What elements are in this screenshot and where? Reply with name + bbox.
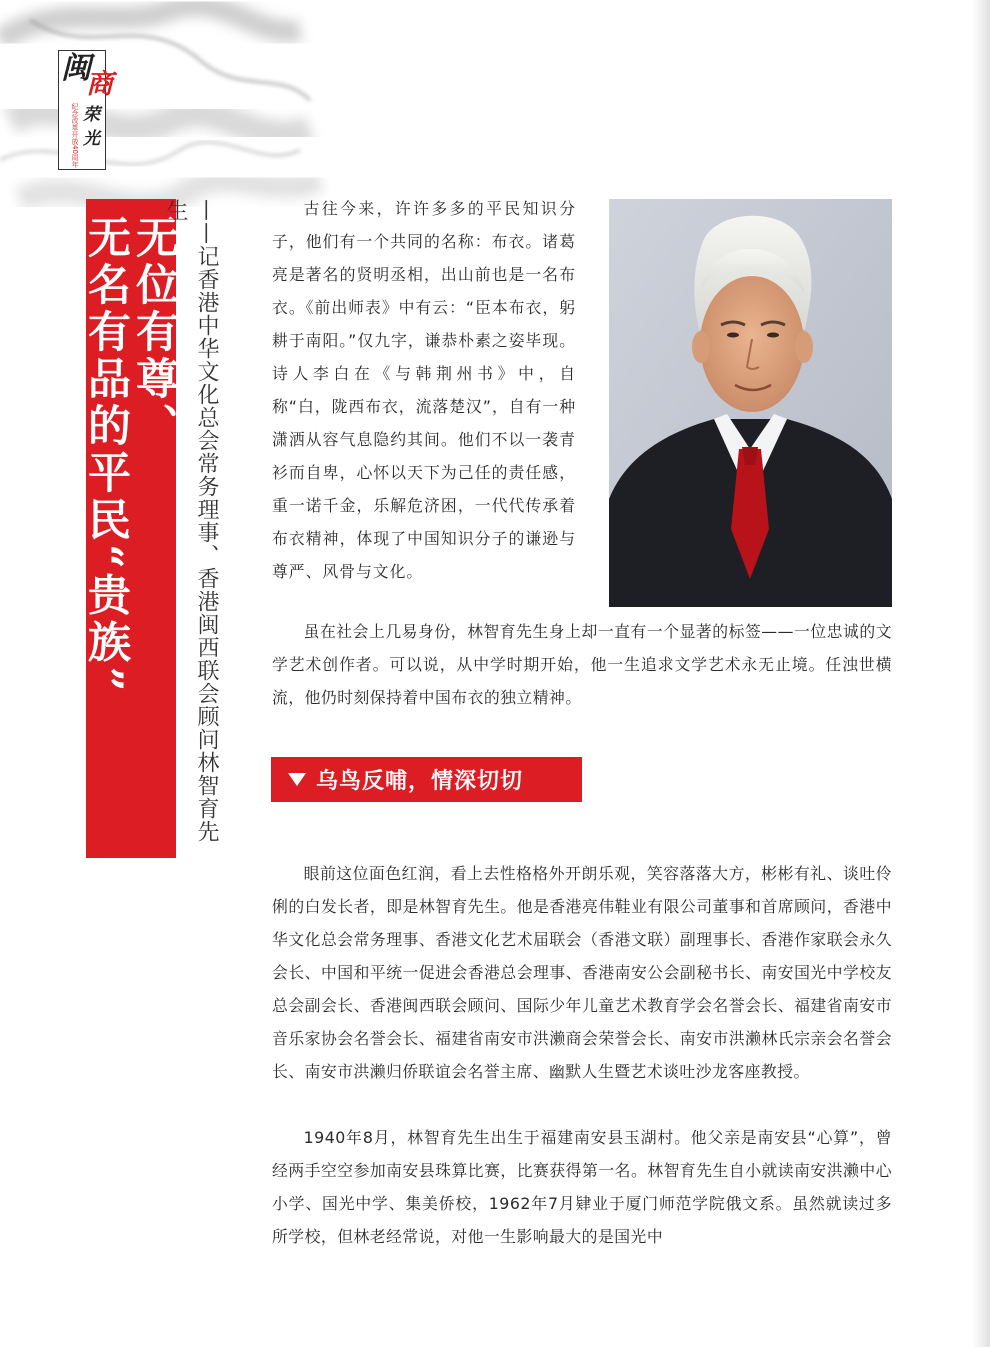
- triangle-down-icon: [288, 773, 306, 786]
- portrait-photo: [609, 199, 892, 607]
- titles-paragraph: 眼前这位面色红润，看上去性格格外开朗乐观，笑容落落大方，彬彬有礼、谈吐伶俐的白发长者，即是林智育先生。他是香港亮伟鞋业有限公司董事和首席顾问，香港中华文化总会常务理事、香港文化艺术届联会（香港文联）副理事长、香港作家联会永久会长、中国和平统一促进会香港总会理事、香港南安公会副秘书长、南安国光中学校友总会副会长、香港闽西联会顾问、国际少年儿童艺术教育学会名誉会长、福建省南安市音乐家协会名誉会长、福建省南安市洪濑商会荣誉会长、南安市洪濑林氏宗亲会名誉会长、南安市洪濑归侨联谊会名誉主席、幽默人生暨艺术谈吐沙龙客座教授。: [272, 864, 892, 1081]
- logo-anniversary-text: 纪念改革开放40周年: [71, 103, 79, 168]
- article-subtitle: ——记香港中华文化总会常务理事、香港闽西联会顾问林智育先生: [163, 199, 219, 843]
- logo-char-shang: 商: [86, 69, 113, 100]
- page-edge-shadow: [972, 0, 990, 1347]
- minshang-rongguang-logo: [58, 50, 113, 170]
- article-title: [81, 215, 179, 845]
- logo-char-min: 闽: [61, 51, 91, 86]
- section-title: 乌鸟反哺，情深切切: [316, 768, 524, 794]
- biography-paragraph: 1940年8月，林智育先生出生于福建南安县玉湖村。他父亲是南安县“心算”，曾经两手空空参加南安县珠算比赛，比赛获得第一名。林智育先生自小就读南安洪濑中心小学、国光中学、集美侨校，1962年7月肄业于厦门师范学院俄文系。虽然就读过多所学校，但林老经常说，对他一生影响最大的是国光中: [272, 1128, 892, 1246]
- logo-char-guang: 光: [83, 129, 100, 149]
- title-line-1: 无位有尊、: [129, 215, 179, 450]
- title-line-2: 无名有品的平民“贵族”: [81, 215, 131, 696]
- intro-paragraph: 古往今来，许许多多的平民知识分子，他们有一个共同的名称：布衣。诸葛亮是著名的贤明丞相，出山前也是一名布衣。《前出师表》中有云：“臣本布衣，躬耕于南阳。”仅九字，谦恭朴素之姿毕现。诗人李白在《与韩荆州书》中，自称“白，陇西布衣，流落楚汉”，自有一种潇洒从容气息隐约其间。他们不以一袭青衫而自卑，心怀以天下为己任的责任感，重一诺千金，乐解危济困，一代代传承着布衣精神，体现了中国知识分子的谦逊与尊严、风骨与文化。: [272, 199, 576, 581]
- identity-paragraph: 虽在社会上几易身份，林智育先生身上却一直有一个显著的标签——一位忠诚的文学艺术创作者。可以说，从中学时期开始，他一生追求文学艺术永无止境。任浊世横流，他仍时刻保持着中国布衣的独立精神。: [272, 622, 892, 707]
- title-banner: [81, 199, 179, 858]
- logo-char-rong: 荣: [83, 105, 100, 125]
- section-header: [271, 757, 582, 802]
